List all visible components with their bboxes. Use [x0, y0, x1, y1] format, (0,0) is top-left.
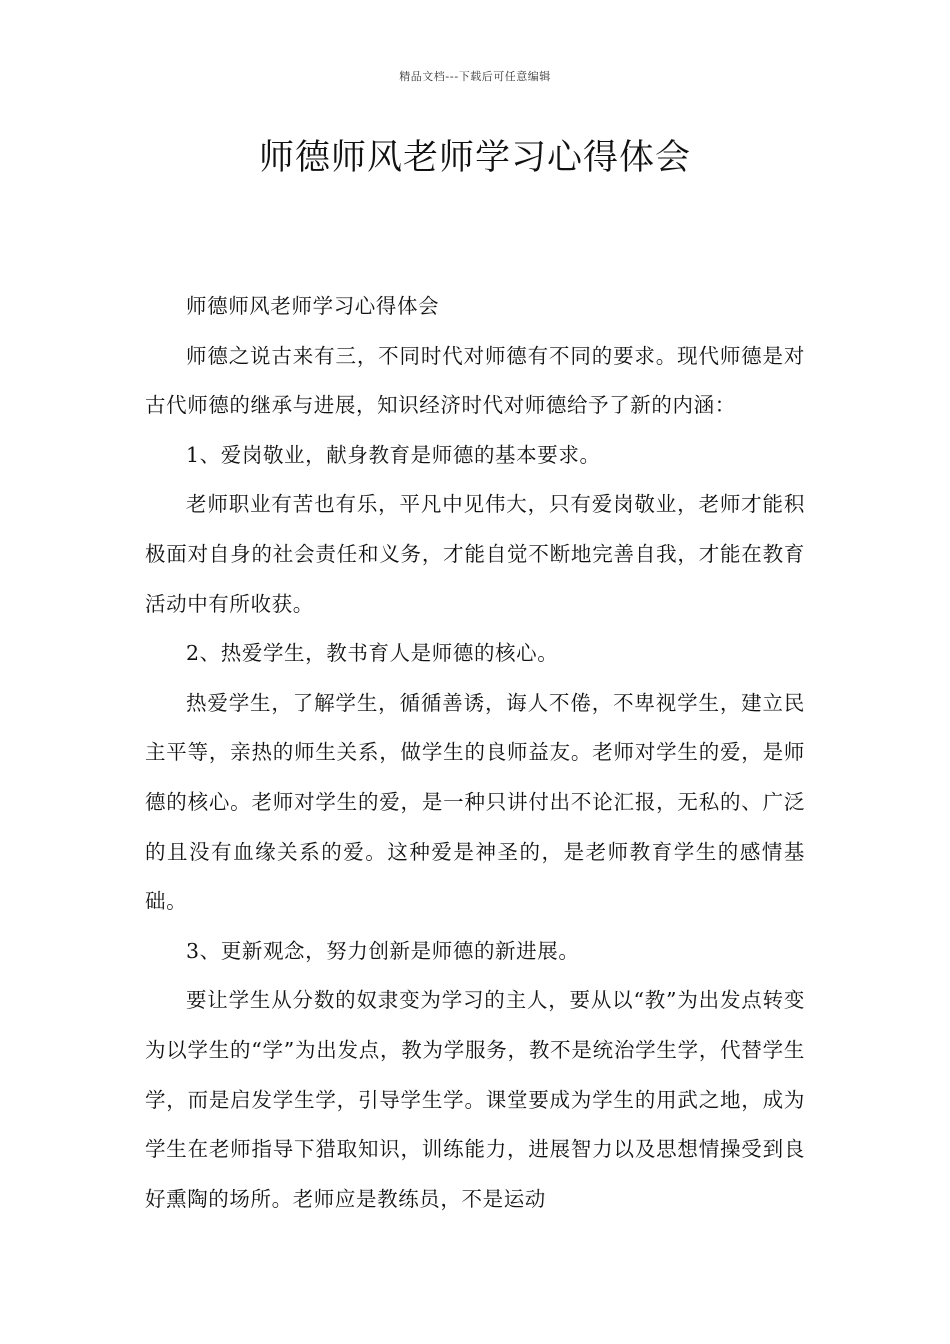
paragraph-section-3: 要让学生从分数的奴隶变为学习的主人，要从以“教”为出发点转变为以学生的“学”为出发点，教为学服务，教不是统治学生学，代替学生学，而是启发学生学，引导学生学。课堂要成为学生的用武之地，成为学生在老师指导下猎取知识，训练能力，进展智力以及思想情操受到良好熏陶的场所。老师应是教练员，不是运动	[145, 988, 805, 1211]
section-heading-3: 3、更新观念，努力创新是师德的新进展。	[186, 938, 580, 963]
document-title: 师德师风老师学习心得体会	[258, 138, 691, 178]
paragraph-section-2: 热爱学生，了解学生，循循善诱，诲人不倦，不卑视学生，建立民主平等，亲热的师生关系，做学生的良师益友。老师对学生的爱，是师德的核心。老师对学生的爱，是一种只讲付出不论汇报，无私的、广泛的且没有血缘关系的爱。这种爱是神圣的，是老师教育学生的感情基础。	[145, 690, 805, 914]
paragraph-intro: 师德之说古来有三，不同时代对师德有不同的要求。现代师德是对古代师德的继承与进展，知识经济时代对师德给予了新的内涵：	[145, 343, 805, 418]
paragraph-subtitle: 师德师风老师学习心得体会	[186, 294, 440, 318]
section-heading-2: 2、热爱学生，教书育人是师德的核心。	[186, 641, 559, 666]
header-note: 精品文档---下载后可任意编辑	[399, 70, 551, 83]
document-body	[145, 282, 805, 1224]
section-heading-1: 1、爱岗敬业，献身教育是师德的基本要求。	[186, 442, 601, 467]
paragraph-section-1: 老师职业有苦也有乐，平凡中见伟大，只有爱岗敬业，老师才能积极面对自身的社会责任和义务，才能自觉不断地完善自我，才能在教育活动中有所收获。	[145, 492, 805, 616]
